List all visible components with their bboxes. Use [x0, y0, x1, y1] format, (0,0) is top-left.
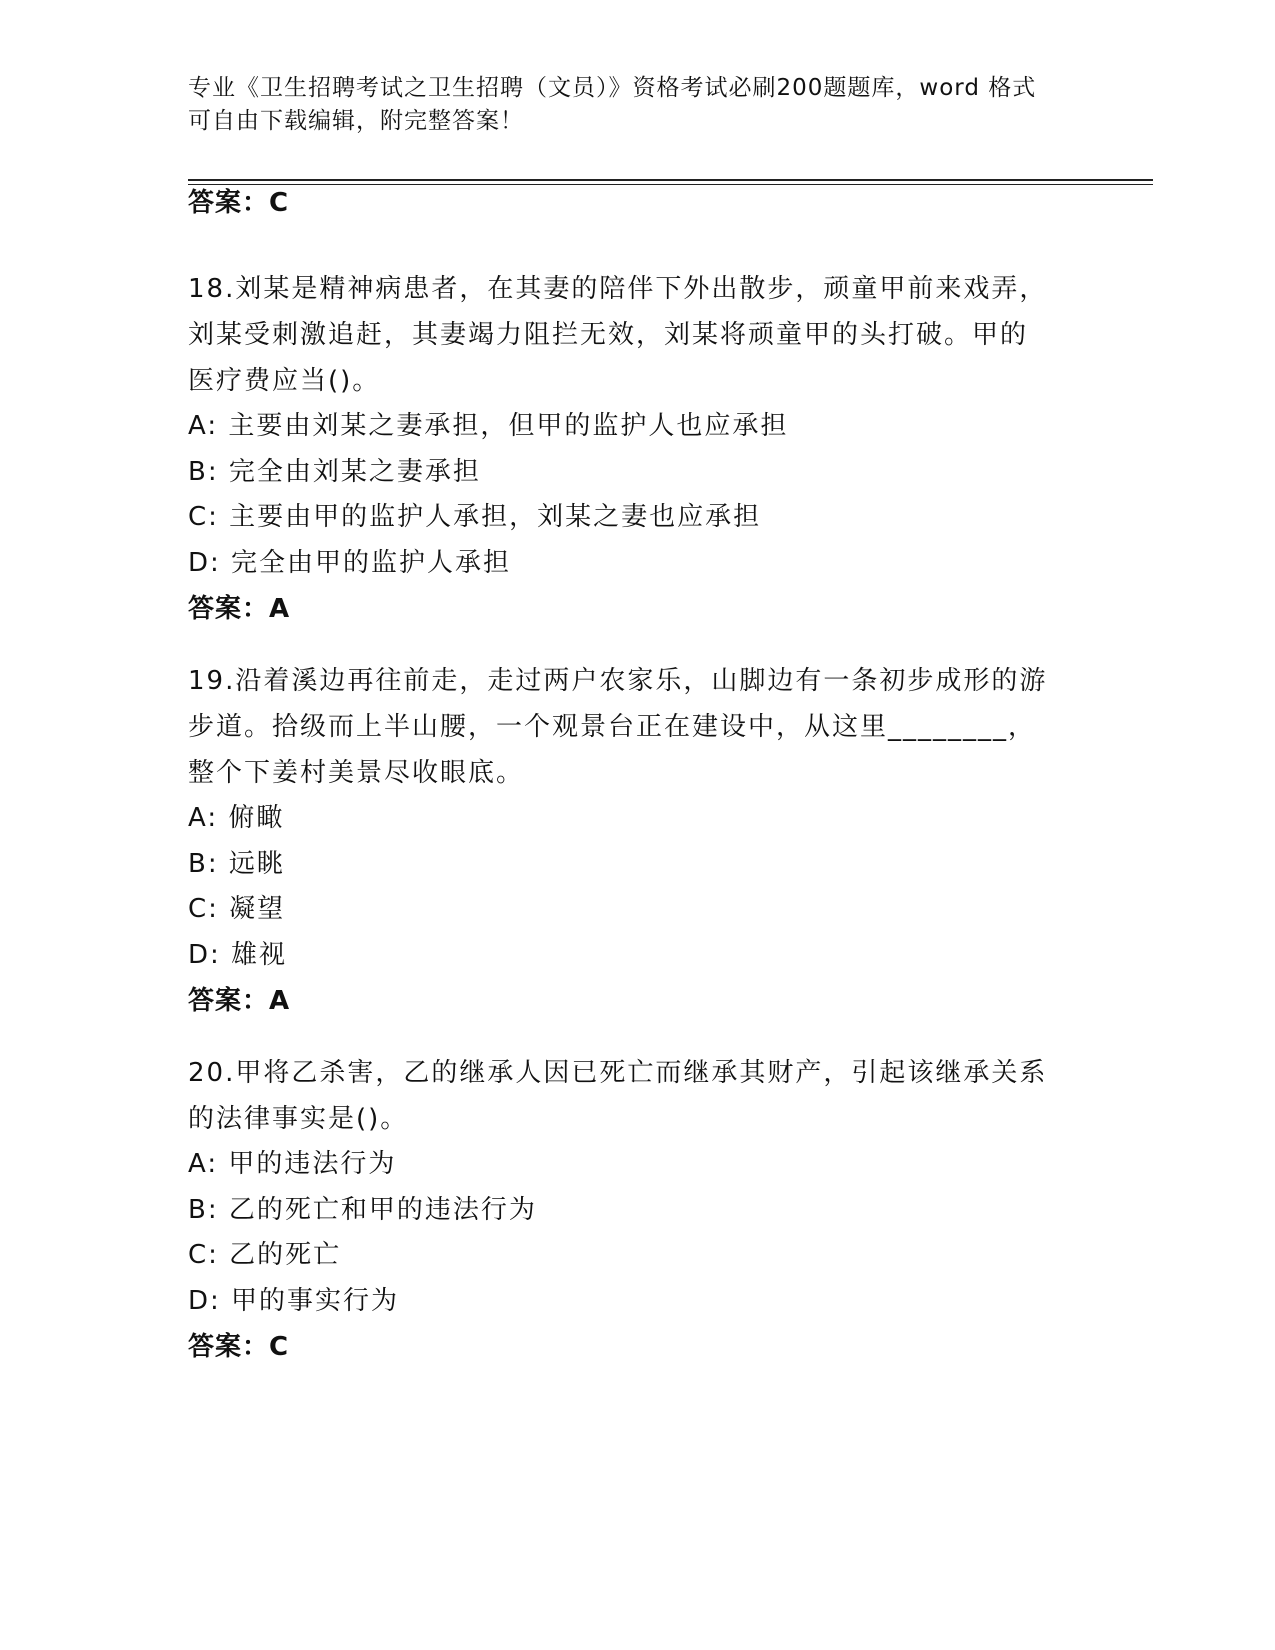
answer: 答案：A	[188, 594, 291, 624]
option-c: C: 主要由甲的监护人承担，刘某之妻也应承担	[188, 502, 762, 532]
answer: 答案：C	[188, 1332, 290, 1362]
question-18	[188, 266, 1088, 632]
option-a: A: 主要由刘某之妻承担，但甲的监护人也应承担	[188, 411, 789, 441]
option-d: D: 甲的事实行为	[188, 1285, 400, 1316]
option-a: A: 甲的违法行为	[188, 1149, 397, 1179]
question-text-line: 步道。拾级而上半山腰，一个观景台正在建设中，从这里________，	[188, 712, 1037, 742]
question-20	[188, 1050, 1088, 1370]
option-c: C: 凝望	[188, 894, 286, 924]
answer: 答案：A	[188, 986, 291, 1016]
previous-answer: 答案：C	[188, 188, 290, 218]
question-text-line: 整个下姜村美景尽收眼底。	[188, 758, 525, 788]
question-text-line: 19.沿着溪边再往前走，走过两户农家乐，山脚边有一条初步成形的游	[188, 666, 1048, 696]
question-text-line: 刘某受刺激追赶，其妻竭力阻拦无效，刘某将顽童甲的头打破。甲的	[188, 320, 1029, 350]
option-d: D: 完全由甲的监护人承担	[188, 547, 512, 578]
header-line-2: 可自由下载编辑，附完整答案！	[188, 108, 524, 134]
option-d: D: 雄视	[188, 939, 288, 970]
option-c: C: 乙的死亡	[188, 1240, 342, 1270]
option-b: B: 远眺	[188, 848, 285, 879]
question-text-line: 20.甲将乙杀害，乙的继承人因已死亡而继承其财产，引起该继承关系	[188, 1058, 1048, 1088]
option-a: A: 俯瞰	[188, 803, 285, 833]
question-text-line: 18.刘某是精神病患者，在其妻的陪伴下外出散步，顽童甲前来戏弄，	[188, 274, 1048, 304]
option-b: B: 乙的死亡和甲的违法行为	[188, 1194, 537, 1225]
option-b: B: 完全由刘某之妻承担	[188, 456, 481, 487]
question-text-line: 的法律事实是()。	[188, 1104, 409, 1134]
header-line-1: 专业《卫生招聘考试之卫生招聘（文员）》资格考试必刷200题题库，word 格式	[188, 75, 1037, 101]
question-19	[188, 658, 1088, 1024]
question-text-line: 医疗费应当()。	[188, 366, 381, 396]
document-header	[188, 72, 1068, 138]
